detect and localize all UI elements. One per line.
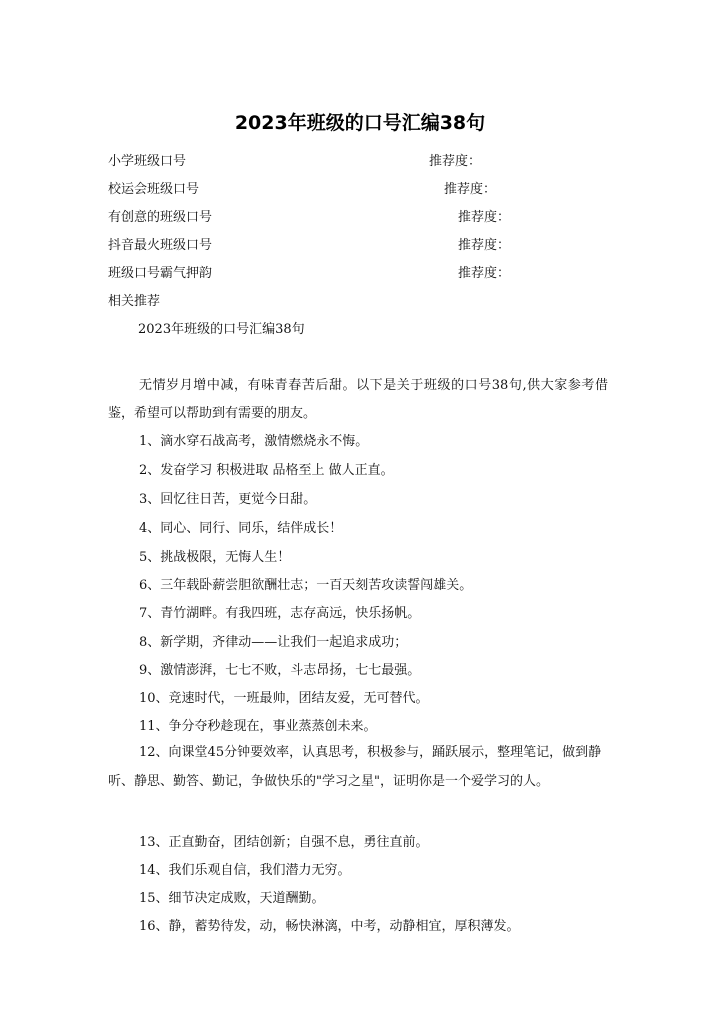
list-item: 2、发奋学习 积极进取 品格至上 做人正直。 <box>139 463 394 478</box>
related-heading: 相关推荐 <box>108 294 161 309</box>
toc-rating: 推荐度： <box>458 266 511 281</box>
list-item: 11、争分夺秒趁现在，事业蒸蒸创未来。 <box>139 719 377 734</box>
document-title: 2023年班级的口号汇编38句 <box>234 112 486 134</box>
toc-rating: 推荐度： <box>458 210 511 225</box>
list-item: 7、青竹湖畔。有我四班，志存高远，快乐扬帆。 <box>139 606 421 621</box>
toc-label[interactable]: 小学班级口号 <box>108 154 187 169</box>
list-item: 13、正直勤奋，团结创新；自强不息，勇往直前。 <box>139 835 429 850</box>
toc-label[interactable]: 抖音最火班级口号 <box>108 238 213 253</box>
list-item: 1、滴水穿石战高考，激情燃烧永不悔。 <box>139 434 369 449</box>
toc-rating: 推荐度： <box>458 238 511 253</box>
document-subtitle: 2023年班级的口号汇编38句 <box>138 322 305 337</box>
list-item: 14、我们乐观自信，我们潜力无穷。 <box>139 863 351 878</box>
list-item: 6、三年载卧薪尝胆欲酬壮志；一百天刻苦攻读誓闯雄关。 <box>139 578 473 593</box>
list-item: 15、细节决定成败，天道酬勤。 <box>139 891 325 906</box>
list-item: 9、激情澎湃，七七不败，斗志昂扬，七七最强。 <box>139 663 421 678</box>
list-item: 16、静，蓄势待发，动，畅快淋漓，中考，动静相宜，厚积薄发。 <box>139 919 520 934</box>
toc-rating: 推荐度： <box>444 182 497 197</box>
list-item: 12、向课堂45分钟要效率，认真思考，积极参与，踊跃展示，整理笔记，做到静听、静思、勤答、勤记，争做快乐的"学习之星"，证明你是一个爱学习的人。 <box>108 745 602 789</box>
toc-rating: 推荐度： <box>429 154 482 169</box>
list-item: 10、竞速时代，一班最帅，团结友爱，无可替代。 <box>139 691 429 706</box>
toc-label[interactable]: 校运会班级口号 <box>108 182 200 197</box>
toc-label[interactable]: 有创意的班级口号 <box>108 210 213 225</box>
toc-label[interactable]: 班级口号霸气押韵 <box>108 266 213 281</box>
list-item: 8、新学期，齐律动——让我们一起追求成功； <box>139 635 408 650</box>
list-item: 3、回忆往日苦，更觉今日甜。 <box>139 492 317 507</box>
list-item: 5、挑战极限，无悔人生！ <box>139 550 291 565</box>
intro-paragraph: 无情岁月增中减，有味青春苦后甜。以下是关于班级的口号38句,供大家参考借鉴，希望可以帮助到有需要的朋友。 <box>108 378 608 421</box>
list-item: 4、同心、同行、同乐，结伴成长！ <box>139 521 343 536</box>
